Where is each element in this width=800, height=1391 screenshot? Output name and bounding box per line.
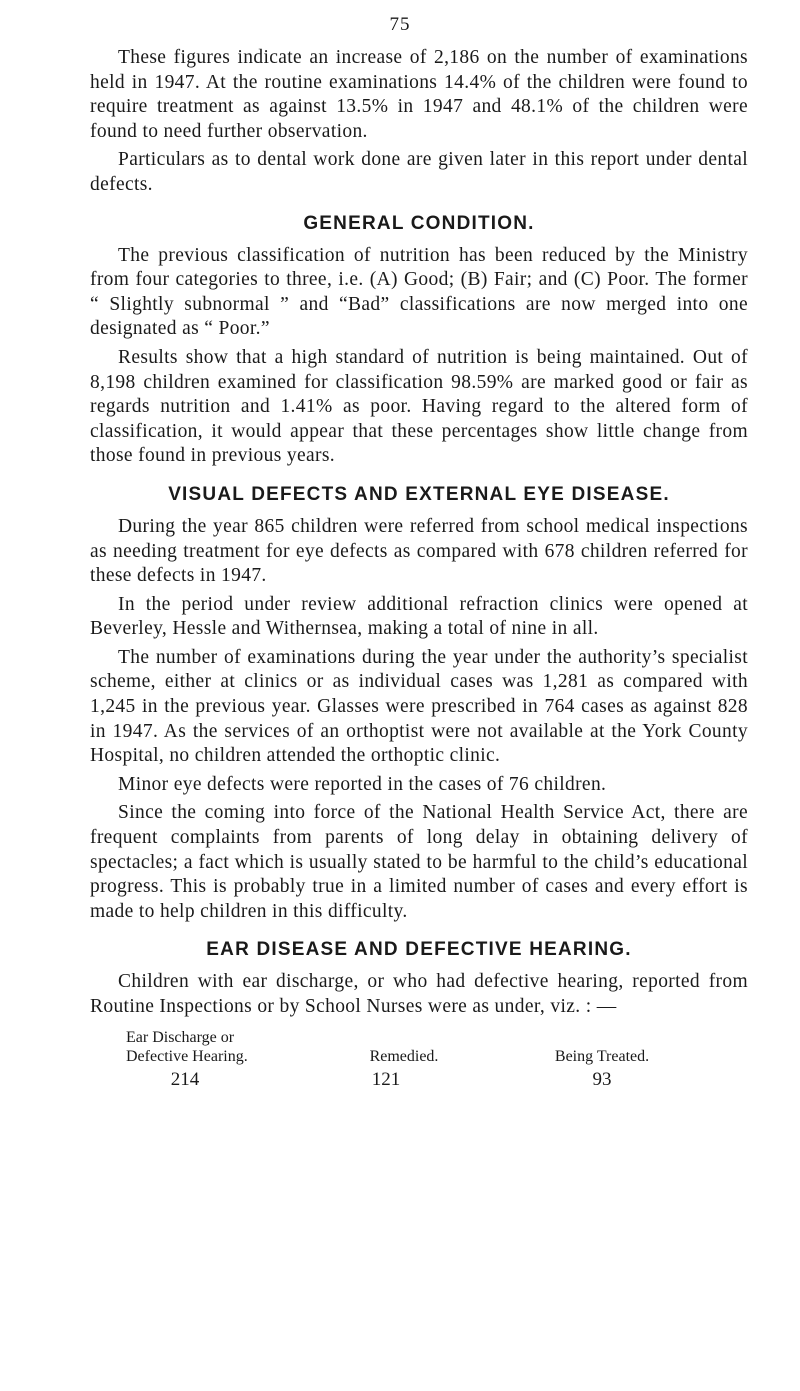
ear-table-header-discharge [90, 1028, 316, 1066]
visual-defects-paragraph-3: The number of examinations during the year under the authority’s specialist scheme, either at clinics or as individual cases was 1,281 as compared with 1,245 in the previous year. Glasses were prescribed in 764 cases as against 828 in 1947. As the services of an orthoptist were not available at the York County Hospital, no children attended the orthoptic clinic. [90, 646, 748, 767]
general-condition-heading: GENERAL CONDITION. [303, 212, 535, 234]
general-condition-paragraph-1: The previous classification of nutrition has been reduced by the Ministry from four categories to three, i.e. (A) Good; (B) Fair; and (C) Poor. The former “ Slightly subnormal ” and “Bad” classifications are now merged into one designated as “ Poor.” [90, 244, 748, 340]
page-content [90, 46, 748, 1092]
visual-defects-paragraph-4: Minor eye defects were reported in the cases of 76 children. [118, 773, 607, 795]
visual-defects-heading: VISUAL DEFECTS AND EXTERNAL EYE DISEASE. [168, 483, 670, 505]
ear-value-remedied: 121 [371, 1068, 401, 1090]
ear-table-values-row [90, 1068, 748, 1092]
ear-value-discharge: 214 [170, 1068, 200, 1090]
ear-statistics-table [90, 1028, 748, 1092]
intro-paragraph-2: Particulars as to dental work done are given later in this report under dental defects. [90, 149, 748, 195]
page-number: 75 [389, 14, 411, 35]
ear-disease-heading: EAR DISEASE AND DEFECTIVE HEARING. [206, 939, 632, 961]
ear-table-header-remedied: Remedied. [369, 1047, 439, 1065]
ear-table-header-being-treated: Being Treated. [554, 1047, 650, 1065]
visual-defects-paragraph-1: During the year 865 children were referred from school medical inspections as needing treatment for eye defects as compared with 678 children referred for these defects in 1947. [90, 515, 748, 587]
ear-table-header-row [90, 1028, 748, 1066]
ear-disease-paragraph-1: Children with ear discharge, or who had defective hearing, reported from Routine Inspections or by School Nurses were as under, viz. : — [90, 971, 748, 1017]
ear-value-being-treated: 93 [592, 1068, 612, 1090]
ear-header-line-2: Defective Hearing. [126, 1047, 248, 1065]
visual-defects-paragraph-2: In the period under review additional refraction clinics were opened at Beverley, Hessle and Withernsea, making a total of nine in all. [90, 593, 748, 640]
ear-header-line-1: Ear Discharge or [126, 1028, 235, 1046]
visual-defects-paragraph-5: Since the coming into force of the National Health Service Act, there are frequent complaints from parents of long delay in obtaining delivery of spectacles; a fact which is usually stated to be harmful to the child’s educational progress. This is probably true in a limited number of cases and every effort is made to help children in this difficulty. [90, 802, 748, 922]
general-condition-paragraph-2: Results show that a high standard of nutrition is being maintained. Out of 8,198 children examined for classification 98.59% are marked good or fair as regards nutrition and 1.41% as poor. Having regard to the altered form of classification, it would appear that these percentages show little change from those found in previous years. [90, 346, 748, 467]
intro-paragraph-1: These figures indicate an increase of 2,186 on the number of examinations held in 1947. At the routine examinations 14.4% of the children were found to require treatment as against 13.5% in 1947 and 48.1% of the children were found to need further observation. [90, 47, 748, 142]
